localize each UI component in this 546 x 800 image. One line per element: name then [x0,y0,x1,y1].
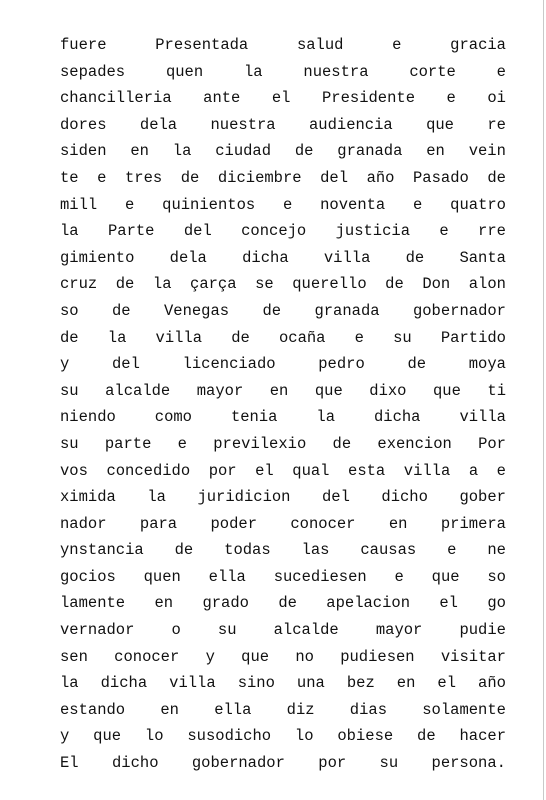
text-line: fuere Presentada salud e gracia [60,36,506,54]
transcription-text [60,32,506,777]
text-line: niendo como tenia la dicha villa [60,408,506,427]
text-line: sen conocer y que no pudiesen visitar [60,647,506,666]
text-line: chancilleria ante el Presidente e oi [60,89,506,108]
text-line: y del licenciado pedro de moya [60,355,506,374]
text-line: gocios quen ella sucediesen e que so [60,567,506,586]
text-line: ximida la juridicion del dicho gober [60,488,506,507]
text-line: vernador o su alcalde mayor pudie [60,621,506,640]
text-line: vos concedido por el qual esta villa a e [60,461,506,480]
text-line: su alcalde mayor en que dixo que ti [60,381,506,400]
text-line: la dicha villa sino una bez en el año [60,674,506,693]
text-line: ynstancia de todas las causas e ne [60,541,506,560]
text-line: mill e quinientos e noventa e quatro [60,195,506,214]
text-line: nador para poder conocer en primera [60,514,506,533]
text-line: sepades quen la nuestra corte e [60,62,506,81]
text-line: la Parte del concejo justicia e rre [60,222,506,241]
text-line: siden en la ciudad de granada en vein [60,142,506,161]
text-line: El dicho gobernador por su persona. [60,754,506,773]
text-line: cruz de la çarça se querello de Don alon [60,275,506,294]
text-line: te e tres de diciembre del año Pasado de [60,168,506,187]
text-line: y que lo susodicho lo obiese de hacer [60,727,506,746]
text-line: dores dela nuestra audiencia que re [60,115,506,134]
text-line: su parte e previlexio de exencion Por [60,434,506,453]
text-line: estando en ella diz dias solamente [60,700,506,719]
text-line: gimiento dela dicha villa de Santa [60,248,506,267]
page-edge-rule [543,0,544,800]
text-line: de la villa de ocaña e su Partido [60,328,506,347]
text-line: so de Venegas de granada gobernador [60,301,506,320]
text-line: lamente en grado de apelacion el go [60,594,506,613]
